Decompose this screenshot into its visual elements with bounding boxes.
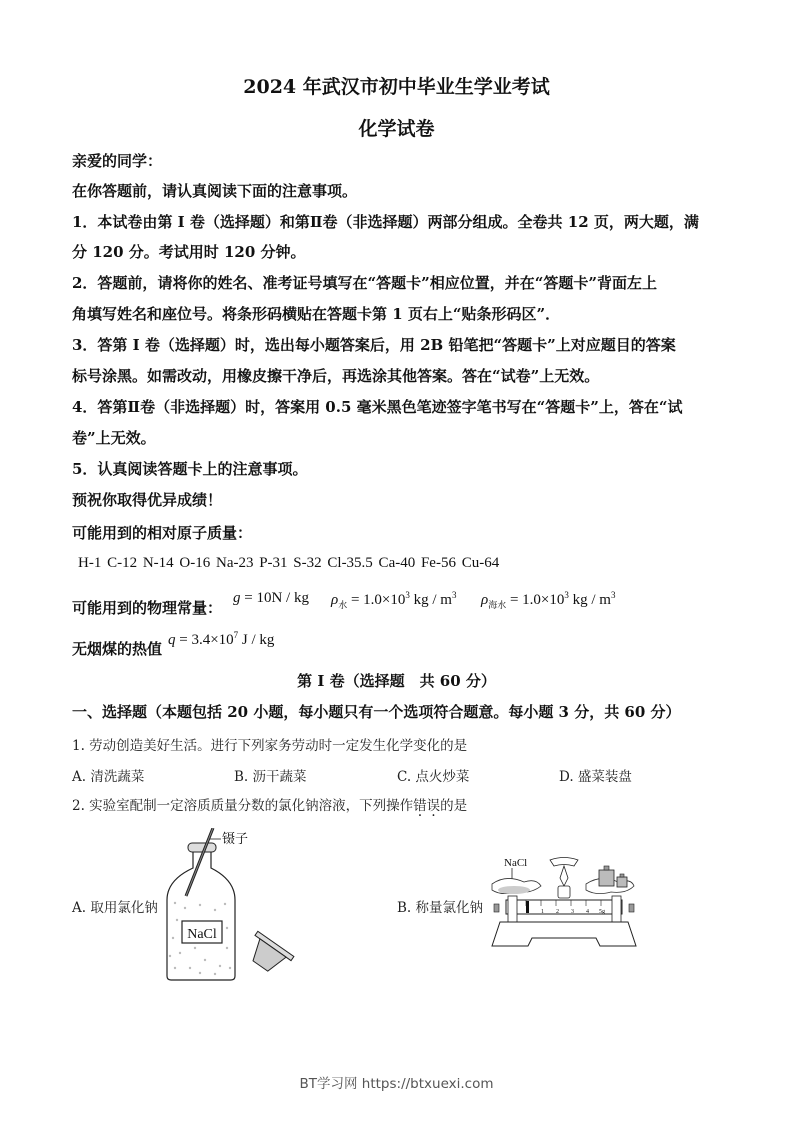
question-1-option-a: A. 清洗蔬菜: [72, 769, 145, 785]
question-1-option-b: B. 沥干蔬菜: [234, 769, 307, 785]
section-title: 第 I 卷（选择题 共 60 分）: [297, 672, 496, 690]
svg-text:2: 2: [556, 909, 559, 915]
notice-item-2-line1: 2．答题前，请将你的姓名、准考证号填写在“答题卡”相应位置，并在“答题卡”背面左上: [72, 274, 657, 292]
constant-g: g = 10N / kg: [233, 590, 309, 606]
balance-figure: [486, 852, 641, 952]
notice-item-3-line2: 标号涂黑。如需改动，用橡皮擦干净后，再选涂其他答案。答在“试卷”上无效。: [72, 367, 600, 385]
physics-constants-label: 可能用到的物理常量：: [72, 599, 223, 617]
constant-rho-water: $\rho_水 = 1.0\times 10^3$ kg / $m^3$: [331, 590, 457, 611]
svg-text:镊子: 镊子: [222, 831, 249, 846]
constant-coal-heat: $q = 3.4\times 10^7$ J / kg: [168, 630, 275, 648]
svg-text:5g: 5g: [599, 909, 605, 915]
notice-item-1-line2: 分 120 分。考试用时 120 分钟。: [72, 243, 306, 261]
notice-item-4-line2: 卷”上无效。: [72, 429, 156, 447]
question-1-stem: 1. 劳动创造美好生活。进行下列家务劳动时一定发生化学变化的是: [72, 738, 468, 754]
notice-item-3-line1: 3．答第 I 卷（选择题）时，选出每小题答案后，用 2B 铅笔把“答题卡”上对应题目的答案: [72, 336, 676, 354]
notice-item-2-line2: 角填写姓名和座位号。将条形码横贴在答题卡第 1 页右上“贴条形码区”．: [72, 305, 561, 323]
question-2-option-a: A. 取用氯化钠: [72, 900, 158, 916]
exam-subtitle: 化学试卷: [358, 118, 435, 140]
question-2-option-b: B. 称量氯化钠: [397, 900, 484, 916]
svg-text:4: 4: [586, 909, 589, 915]
exam-title: 2024 年武汉市初中毕业生学业考试: [243, 76, 550, 98]
reagent-bottle-figure: [155, 828, 305, 988]
emphasis-char: 误: [426, 798, 441, 814]
emphasis-char: 错: [413, 798, 427, 814]
question-2-stem: 2. 实验室配制一定溶质质量分数的氯化钠溶液，下列操作错误的是: [72, 798, 468, 814]
notice-item-5-line1: 5．认真阅读答题卡上的注意事项。: [72, 460, 308, 478]
svg-text:NaCl: NaCl: [504, 857, 528, 869]
watermark[interactable]: BT学习网 https://btxuexi.com: [299, 1076, 494, 1092]
svg-text:NaCl: NaCl: [187, 927, 217, 942]
question-1-option-d: D. 盛菜装盘: [559, 769, 632, 785]
question-1-option-c: C. 点火炒菜: [397, 769, 470, 785]
constant-rho-seawater: $\rho_{海水} = 1.0\times 10^3$ kg / $m^3$: [481, 590, 616, 611]
notice-item-1-line1: 1．本试卷由第 I 卷（选择题）和第Ⅱ卷（非选择题）两部分组成。全卷共 12 页，两大题，满: [72, 213, 699, 231]
greeting: 亲爱的同学：: [72, 152, 163, 170]
atomic-mass-label: 可能用到的相对原子质量：: [72, 524, 253, 542]
svg-text:1: 1: [541, 909, 544, 915]
closing-text: 预祝你取得优异成绩！: [72, 491, 223, 509]
svg-text:3: 3: [571, 909, 574, 915]
atomic-masses: H-1 C-12 N-14 O-16 Na-23 P-31 S-32 Cl-35.5 Ca-40 Fe-56 Cu-64: [78, 555, 500, 571]
section-heading: 一、选择题（本题包括 20 小题，每小题只有一个选项符合题意。每小题 3 分，共 60 分）: [72, 703, 681, 721]
notice-item-4-line1: 4．答第Ⅱ卷（非选择题）时，答案用 0.5 毫米黑色笔迹签字笔书写在“答题卡”上，答在“试: [72, 398, 683, 416]
svg-text:0: 0: [526, 909, 529, 915]
coal-heat-label: 无烟煤的热值: [72, 640, 163, 658]
notice-intro: 在你答题前，请认真阅读下面的注意事项。: [72, 182, 358, 200]
